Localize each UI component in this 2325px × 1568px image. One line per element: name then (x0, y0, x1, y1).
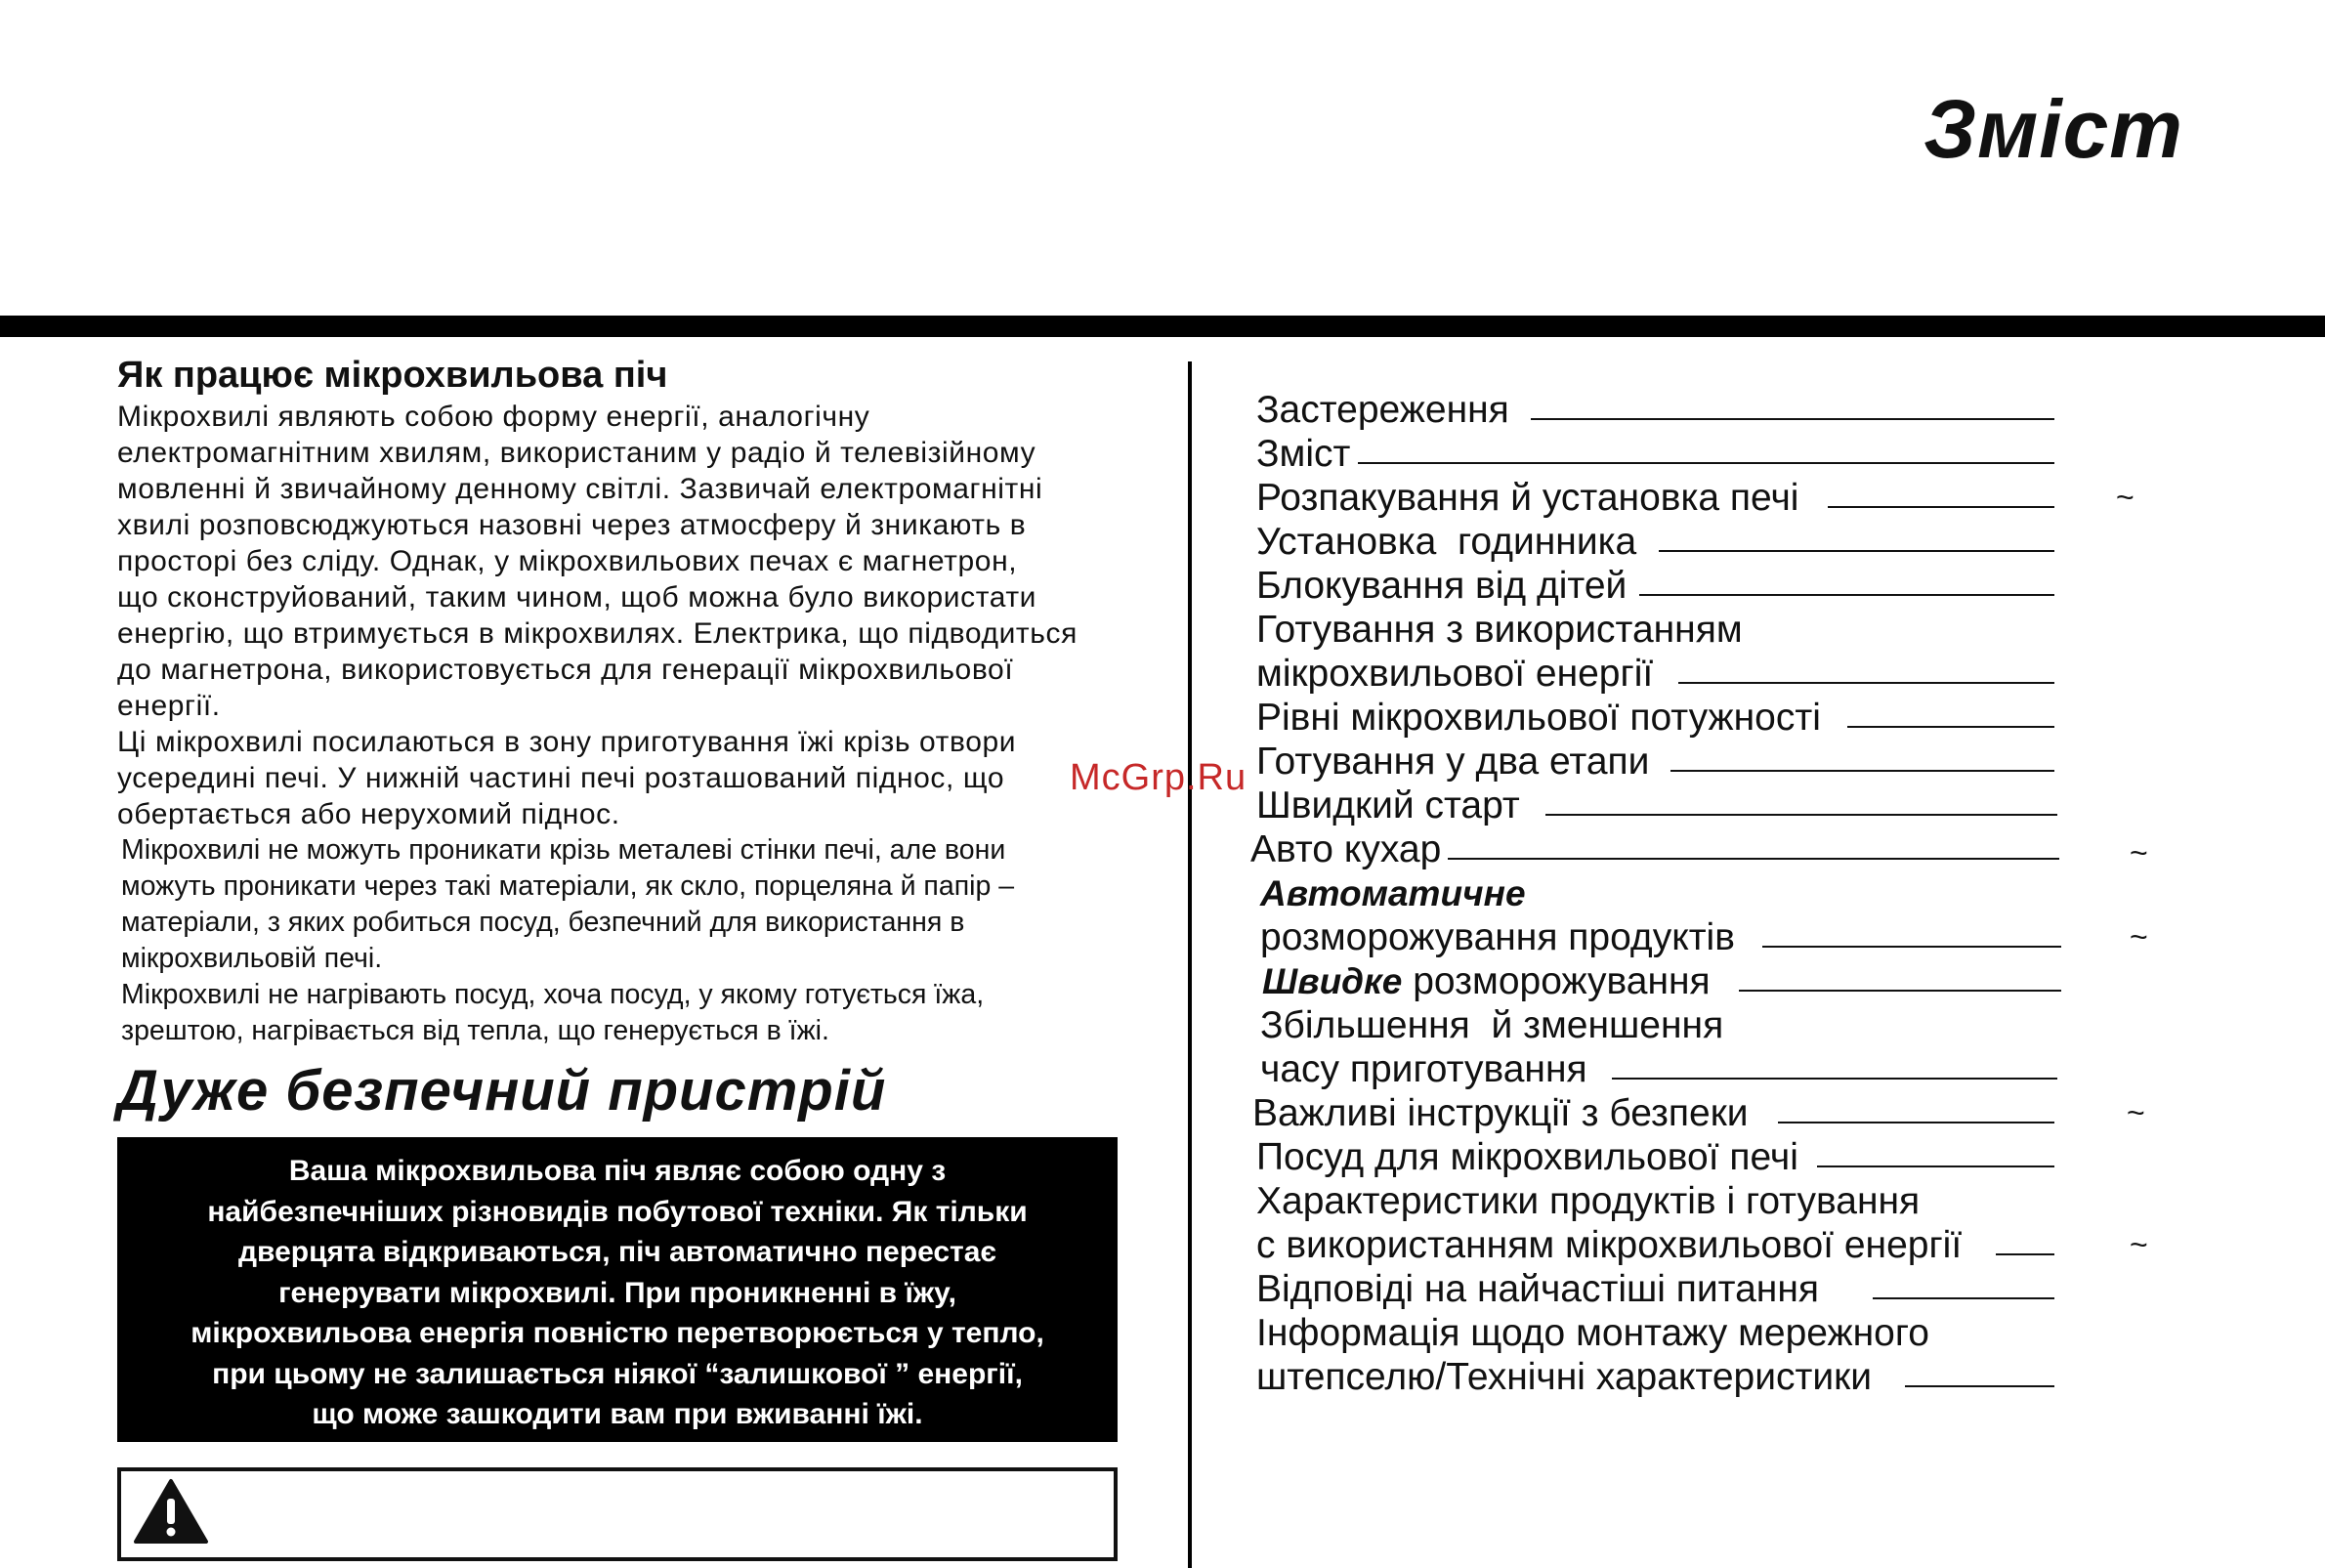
toc-item[interactable] (1256, 1311, 2155, 1355)
toc-item[interactable] (1256, 915, 2155, 959)
leader-line (1678, 682, 2054, 684)
toc-item[interactable] (1256, 871, 2155, 915)
leader-line (1670, 770, 2054, 772)
page-title: Зміст (1923, 83, 2183, 175)
text-line: обертається або нерухомий піднос. (117, 798, 620, 830)
toc-label: Важливі інструкції з безпеки (1252, 1092, 1749, 1134)
leader-line (1545, 814, 2057, 816)
how-it-works-paragraph (117, 399, 1133, 832)
notice-line: найбезпечніших різновидів побутової техніки. Як тільки (207, 1195, 1028, 1228)
toc-item[interactable] (1256, 652, 2155, 696)
text-line: Мікрохвилі не можуть проникати крізь металеві стінки печі, але вони (121, 834, 1006, 866)
text-line: енергію, що втримується в мікрохвилях. Електрика, що підводиться (117, 617, 1078, 650)
text-line: просторі без сліду. Однак, у мікрохвильових печах є магнетрон, (117, 545, 1018, 577)
leader-line (1531, 418, 2054, 420)
toc-label-bold: Швидке (1262, 961, 1403, 1001)
warning-icon (133, 1477, 209, 1546)
toc-item[interactable] (1256, 388, 2155, 432)
toc-label-rest: розморожування (1402, 960, 1711, 1002)
toc-item[interactable] (1256, 520, 2155, 564)
text-line: хвилі розповсюджуються назовні через атмосферу й зникають в (117, 509, 1027, 541)
toc-label: Посуд для мікрохвильової печі (1256, 1136, 1798, 1178)
left-column (117, 352, 1133, 1561)
text-line: що сконструйований, таким чином, щоб можна було використати (117, 581, 1037, 614)
toc-label: Готування у два етапи (1256, 741, 1650, 783)
notice-line: що може зашкодити вам при вживанні їжі. (312, 1398, 923, 1430)
toc-item[interactable] (1256, 1223, 2155, 1267)
page-range-tilde: ~ (2130, 919, 2148, 954)
leader-line (1739, 990, 2061, 992)
page-range-tilde: ~ (2130, 835, 2148, 870)
toc-label: Швидкий старт (1256, 784, 1520, 826)
toc-label: штепселю/Технічні характеристики (1256, 1356, 1872, 1398)
toc-item[interactable] (1256, 740, 2155, 784)
leader-line (1873, 1297, 2054, 1299)
toc-label: часу приготування (1260, 1048, 1587, 1090)
safety-notice-box (117, 1137, 1118, 1442)
warning-box (117, 1467, 1118, 1561)
text-line: Мікрохвилі являють собою форму енергії, аналогічну (117, 401, 870, 433)
text-line: Мікрохвилі не нагрівають посуд, хоча посуд, у якому готується їжа, (121, 979, 985, 1010)
toc-item[interactable] (1252, 1091, 2155, 1135)
text-line: мікрохвильовій печі. (121, 943, 383, 974)
text-line: Ці мікрохвилі посилаються в зону приготування їжі крізь отвори (117, 726, 1017, 758)
toc-label: Зміст (1256, 433, 1351, 475)
leader-line (1358, 462, 2054, 464)
toc-label: Інформація щодо монтажу мережного (1256, 1312, 1929, 1354)
toc-label: Відповіді на найчастіші питання (1256, 1268, 1819, 1310)
metal-paragraph (117, 832, 1133, 1049)
toc-item[interactable] (1256, 1355, 2155, 1399)
how-it-works-heading: Як працює мікрохвильова піч (117, 355, 668, 396)
toc-item[interactable] (1256, 784, 2155, 827)
table-of-contents (1250, 388, 2155, 1399)
toc-label: розморожування продуктів (1260, 916, 1735, 958)
text-line: електромагнітним хвилям, використаним у радіо й телевізійному (117, 437, 1036, 469)
top-rule (0, 316, 2325, 337)
notice-line: Ваша мікрохвильова піч являє собою одну з (288, 1155, 947, 1187)
leader-line (1828, 506, 2054, 508)
toc-item[interactable] (1256, 959, 2155, 1003)
text-line: усередині печі. У нижній частині печі розташований піднос, що (117, 762, 1005, 794)
toc-label: Установка годинника (1256, 521, 1637, 563)
text-line: можуть проникати через такі матеріали, як скло, порцеляна й папір – (121, 870, 1015, 902)
notice-line: дверцята відкриваються, піч автоматично перестає (238, 1236, 996, 1268)
leader-line (1448, 858, 2059, 860)
page-range-tilde: ~ (2127, 1095, 2145, 1130)
leader-line (1847, 726, 2054, 728)
toc-item[interactable] (1256, 608, 2155, 652)
text-line: зрештою, нагрівається від тепла, що генерується в їжі. (121, 1015, 829, 1046)
toc-label: с використанням мікрохвильової енергії (1256, 1224, 1963, 1266)
text-line: мовленні й звичайному денному світлі. Зазвичай електромагнітні (117, 473, 1043, 505)
toc-label: Збільшення й зменшення (1260, 1004, 1724, 1046)
leader-line (1659, 550, 2054, 552)
toc-label: Застереження (1256, 389, 1509, 431)
toc-label: Автоматичне (1260, 873, 1526, 913)
toc-item[interactable] (1256, 476, 2155, 520)
leader-line (1817, 1165, 2054, 1167)
leader-line (1905, 1385, 2054, 1387)
text-line: матеріали, з яких робиться посуд, безпечний для використання в (121, 907, 965, 938)
toc-label (1262, 959, 1711, 1003)
toc-item[interactable] (1256, 1267, 2155, 1311)
toc-label: мікрохвильової енергії (1256, 653, 1654, 695)
safety-heading: Дуже безпечний пристрій (117, 1059, 887, 1123)
leader-line (1612, 1078, 2057, 1080)
toc-item[interactable] (1256, 696, 2155, 740)
toc-label: Блокування від дітей (1256, 565, 1628, 607)
text-line: до магнетрона, використовується для генерації мікрохвильової (117, 654, 1014, 686)
notice-line: мікрохвильова енергія повністю перетворюється у тепло, (190, 1317, 1044, 1349)
page-range-tilde: ~ (2116, 480, 2135, 515)
leader-line (1762, 946, 2061, 948)
notice-line: генерувати мікрохвилі. При проникненні в їжу, (278, 1276, 956, 1309)
leader-line (1778, 1122, 2054, 1123)
toc-item[interactable] (1256, 564, 2155, 608)
toc-item[interactable] (1250, 827, 2155, 871)
toc-label: Розпакування й установка печі (1256, 477, 1799, 519)
text-line: енергії. (117, 690, 221, 722)
toc-label: Рівні мікрохвильової потужності (1256, 697, 1821, 739)
leader-line (1639, 594, 2054, 596)
leader-line (1996, 1253, 2054, 1255)
notice-line: при цьому не залишається ніякої “залишкової ” енергії, (212, 1357, 1023, 1390)
page-range-tilde: ~ (2130, 1227, 2148, 1262)
toc-label: Характеристики продуктів і готування (1256, 1180, 1921, 1222)
toc-item[interactable] (1256, 1179, 2155, 1223)
toc-item[interactable] (1256, 432, 2155, 476)
toc-item[interactable] (1256, 1135, 2155, 1179)
toc-label: Готування з використанням (1256, 609, 1743, 651)
watermark: McGrp.Ru (1070, 757, 1247, 798)
toc-item[interactable] (1256, 1003, 2155, 1047)
toc-label: Авто кухар (1250, 828, 1442, 870)
column-divider (1188, 361, 1192, 1568)
toc-item[interactable] (1256, 1047, 2155, 1091)
